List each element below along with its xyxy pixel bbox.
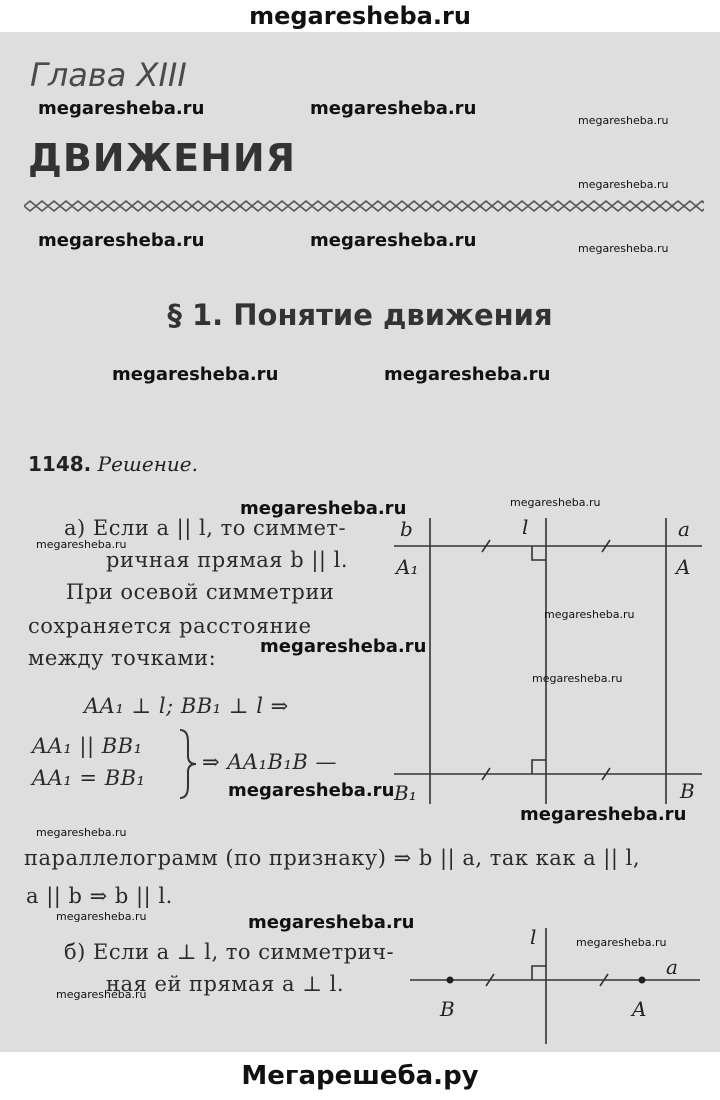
watermark: megaresheba.ru [112,364,279,385]
textbook-page [0,32,720,1052]
watermark: megaresheba.ru [36,538,127,551]
part-a-line1: а) Если a || l, то симмет- [64,516,347,540]
part-a-line10: параллелограмм (по признаку) ⇒ b || a, так как a || l, [24,846,641,870]
label-A: A [632,997,647,1021]
problem-number: 1148. [28,452,92,476]
problem-solution-label: Решение. [97,452,198,476]
point-A [639,977,646,984]
figure-a-diagram [390,508,710,808]
watermark: megaresheba.ru [228,780,395,801]
top-watermark-bar [0,0,720,32]
part-a-line5: между точками: [28,646,217,670]
label-l: l [522,515,529,539]
watermark: megaresheba.ru [510,496,601,509]
part-b-line1: б) Если a ⊥ l, то симметрич- [64,940,395,964]
watermark: megaresheba.ru [384,364,551,385]
watermark: megaresheba.ru [544,608,635,621]
watermark: megaresheba.ru [56,910,147,923]
part-a-line3: При осевой симметрии [66,580,335,604]
top-site-label: megaresheba.ru [249,2,471,30]
right-angle-mark [532,966,546,980]
watermark: megaresheba.ru [576,936,667,949]
watermark: megaresheba.ru [240,498,407,519]
watermark: megaresheba.ru [38,230,205,251]
bottom-site-label: Мегарешеба.ру [241,1061,479,1091]
watermark: megaresheba.ru [56,988,147,1001]
label-B: B [680,779,695,803]
label-b: b [400,517,413,541]
part-b-line2: ная ей прямая a ⊥ l. [106,972,345,996]
watermark: megaresheba.ru [578,114,669,127]
label-b1: B₁ [394,781,417,805]
bottom-watermark-bar [0,1052,720,1100]
watermark: megaresheba.ru [310,98,477,119]
watermark: megaresheba.ru [520,804,687,825]
watermark: megaresheba.ru [38,98,205,119]
brace-symbol [176,728,198,800]
label-a1: A₁ [396,555,419,579]
part-a-line8: AA₁ = BB₁ [32,766,146,790]
chapter-label: Глава XIII [30,56,187,94]
watermark: megaresheba.ru [260,636,427,657]
part-a-line4: сохраняется расстояние [28,614,312,638]
label-a: a [678,517,690,541]
label-B: B [440,997,455,1021]
watermark: megaresheba.ru [310,230,477,251]
chapter-title: ДВИЖЕНИЯ [28,136,296,180]
part-a-line6: AA₁ ⊥ l; BB₁ ⊥ l ⇒ [84,694,289,718]
point-B [447,977,454,984]
label-A: A [676,555,691,579]
watermark: megaresheba.ru [248,912,415,933]
part-a-line7: AA₁ || BB₁ [32,734,143,758]
right-angle-mark-top [532,546,546,560]
part-a-line11: a || b ⇒ b || l. [26,884,173,908]
watermark: megaresheba.ru [532,672,623,685]
watermark: megaresheba.ru [578,178,669,191]
part-a-line2: ричная прямая b || l. [106,548,349,572]
watermark: megaresheba.ru [578,242,669,255]
watermark: megaresheba.ru [36,826,127,839]
decorative-divider [24,198,704,214]
label-a: a [666,955,678,979]
label-l: l [530,925,537,949]
section-title: § 1. Понятие движения [167,298,553,332]
part-a-line9: ⇒ AA₁B₁B — [202,750,337,774]
right-angle-mark-bottom [532,760,546,774]
problem-heading [28,452,198,476]
